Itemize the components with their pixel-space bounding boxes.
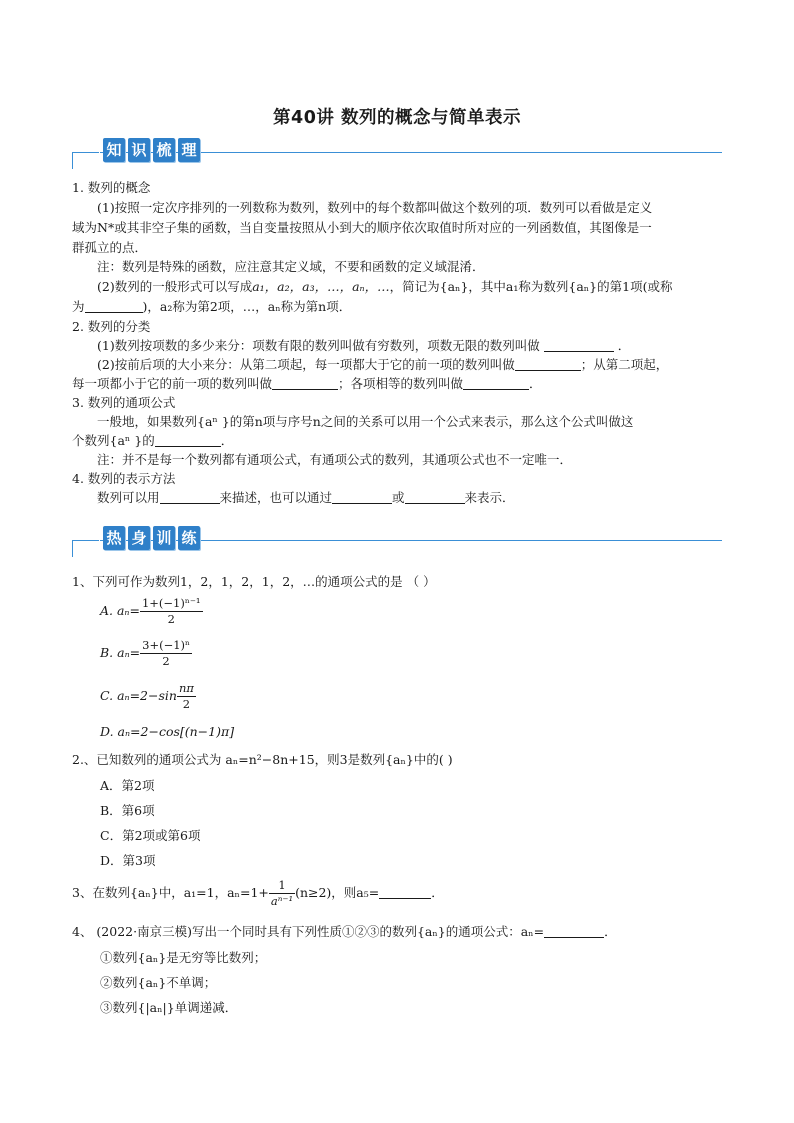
question-4: 4、 (2022·南京三模)写出一个同时具有下列性质①②③的数列{aₙ}的通项公式：aₙ= ． [72, 924, 617, 939]
answer-blank[interactable] [379, 885, 431, 899]
paragraph: 个数列{aⁿ }的 ． [72, 433, 234, 448]
answer-blank[interactable] [463, 376, 529, 390]
option-d[interactable]: D. aₙ=2−cos[(n−1)π] [100, 724, 235, 739]
paragraph: (1)按照一定次序排列的一列数称为数列，数列中的每个数都叫做这个数列的项．数列可以看做是定义 [97, 200, 653, 215]
property-item: ②数列{aₙ}不单调； [100, 975, 217, 990]
section-char: 练 [178, 526, 200, 550]
note: 注：并不是每一个数列都有通项公式，有通项公式的数列，其通项公式也不一定唯一． [97, 452, 573, 467]
option-b[interactable]: B. aₙ= $\frac{\text{3+(−1)ⁿ}}{2}$ [100, 638, 190, 668]
property-item: ③数列{|aₙ|}单调递减． [100, 1000, 238, 1015]
option-b[interactable]: B．第6项 [100, 803, 155, 818]
option-d[interactable]: D．第3项 [100, 853, 156, 868]
heading-classification: 2. 数列的分类 [72, 319, 151, 334]
question-1: 1、下列可作为数列1，2，1，2，1，2，…的通项公式的是 （ ） [72, 574, 436, 589]
section-char: 梳 [153, 138, 175, 162]
option-a[interactable]: A．第2项 [100, 778, 155, 793]
answer-blank[interactable] [405, 490, 465, 504]
heading-concept: 1. 数列的概念 [72, 180, 151, 195]
section-header-warmup [72, 526, 722, 554]
answer-blank[interactable] [515, 357, 581, 371]
question-3: 3、在数列{aₙ}中，a₁=1，aₙ=1+ $\frac{1}{\text{aⁿ⁻¹}}$ (n≥2)，则a₅= ． [72, 878, 444, 908]
option-c[interactable]: C. aₙ=2−sin $\frac{n\pi}{2}$ [100, 681, 194, 711]
paragraph: 为 )，a₂称为第2项，…，aₙ称为第n项． [72, 299, 352, 314]
paragraph: 每一项都小于它的前一项的数列叫做 ；各项相等的数列叫做 ． [72, 376, 542, 391]
section-char: 热 [103, 526, 125, 550]
answer-blank[interactable] [160, 490, 220, 504]
section-char: 训 [153, 526, 175, 550]
answer-blank[interactable] [544, 924, 604, 938]
section-char: 知 [103, 138, 125, 162]
page-title: 第40讲 数列的概念与简单表示 [273, 108, 521, 128]
answer-blank[interactable] [544, 338, 614, 352]
answer-blank[interactable] [85, 299, 143, 313]
property-item: ①数列{aₙ}是无穷等比数列； [100, 950, 267, 965]
note: 注：数列是特殊的函数，应注意其定义域，不要和函数的定义域混淆． [97, 259, 485, 274]
paragraph: (1)数列按项数的多少来分：项数有限的数列叫做有穷数列，项数无限的数列叫做 ． [97, 338, 631, 353]
answer-blank[interactable] [332, 490, 392, 504]
paragraph: (2)数列的一般形式可以写成a₁，a₂，a₃，…，aₙ，…，简记为{aₙ}，其中a₁称为数列{aₙ}的第1项(或称 [97, 279, 673, 294]
section-char: 身 [128, 526, 150, 550]
section-header-knowledge [72, 138, 722, 166]
section-char: 识 [128, 138, 150, 162]
section-char: 理 [178, 138, 200, 162]
question-2: 2.、已知数列的通项公式为 aₙ=n²−8n+15，则3是数列{aₙ}中的( ) [72, 752, 453, 767]
paragraph: 域为N*或其非空子集的函数，当自变量按照从小到大的顺序依次取值时所对应的一列函数值，其图像是一 [72, 220, 652, 235]
answer-blank[interactable] [272, 376, 338, 390]
paragraph: (2)按前后项的大小来分：从第二项起，每一项都大于它的前一项的数列叫做 ；从第二项起， [97, 357, 669, 372]
heading-general-term: 3. 数列的通项公式 [72, 395, 176, 410]
paragraph: 数列可以用 来描述，也可以通过 或 来表示． [97, 490, 515, 505]
heading-representation: 4. 数列的表示方法 [72, 471, 176, 486]
paragraph: 一般地，如果数列{aⁿ }的第n项与序号n之间的关系可以用一个公式来表示，那么这个公式叫做这 [97, 414, 634, 429]
option-c[interactable]: C．第2项或第6项 [100, 828, 201, 843]
paragraph: 群孤立的点． [72, 240, 148, 255]
option-a[interactable]: A. aₙ= $\frac{\text{1+(−1)ⁿ⁻¹}}{2}$ [100, 596, 201, 626]
answer-blank[interactable] [155, 433, 221, 447]
